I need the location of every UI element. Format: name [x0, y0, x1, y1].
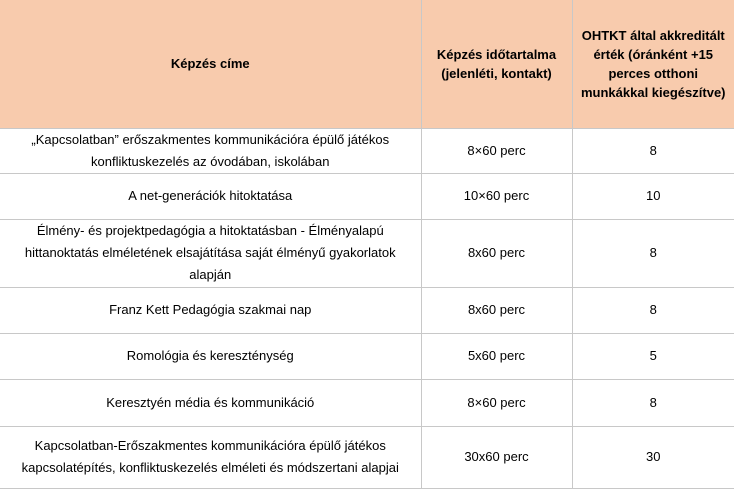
- table-row: [0, 287, 734, 333]
- header-duration: Képzés időtartalma (jelenléti, kontakt): [421, 0, 572, 128]
- header-credit: OHTKT által akkreditált érték (óránként +15 perces otthoni munkákkal kiegészítve): [572, 0, 734, 128]
- row-credit: 10: [572, 173, 734, 219]
- row-duration: 8×60 perc: [421, 128, 572, 173]
- row-title: Kapcsolatban-Erőszakmentes kommunikációra épülő játékos kapcsolatépítés, konfliktuskezelés elméleti és módszertani alapjai: [0, 426, 421, 488]
- row-credit: 5: [572, 333, 734, 379]
- header-row: [0, 0, 734, 128]
- row-duration: 5x60 perc: [421, 333, 572, 379]
- table-row: [0, 173, 734, 219]
- row-title: Keresztyén média és kommunikáció: [0, 379, 421, 426]
- row-credit: 30: [572, 426, 734, 488]
- row-duration: 8x60 perc: [421, 219, 572, 287]
- row-credit: 8: [572, 379, 734, 426]
- header-title: Képzés címe: [0, 0, 421, 128]
- row-credit: 8: [572, 287, 734, 333]
- row-title: Franz Kett Pedagógia szakmai nap: [0, 287, 421, 333]
- row-title: A net-generációk hitoktatása: [0, 173, 421, 219]
- row-duration: 30x60 perc: [421, 426, 572, 488]
- table-row: [0, 219, 734, 287]
- table-row: [0, 426, 734, 488]
- row-title: „Kapcsolatban” erőszakmentes kommunikációra épülő játékos konfliktuskezelés az óvodában, iskolában: [0, 128, 421, 173]
- row-duration: 8×60 perc: [421, 379, 572, 426]
- row-credit: 8: [572, 128, 734, 173]
- table-row: [0, 333, 734, 379]
- row-title: Élmény- és projektpedagógia a hitoktatásban - Élményalapú hittanoktatás elméletének elsajátítása saját élményű gyakorlatok alapján: [0, 219, 421, 287]
- row-title: Romológia és kereszténység: [0, 333, 421, 379]
- row-duration: 8x60 perc: [421, 287, 572, 333]
- row-duration: 10×60 perc: [421, 173, 572, 219]
- table-row: [0, 128, 734, 173]
- table-row: [0, 379, 734, 426]
- row-credit: 8: [572, 219, 734, 287]
